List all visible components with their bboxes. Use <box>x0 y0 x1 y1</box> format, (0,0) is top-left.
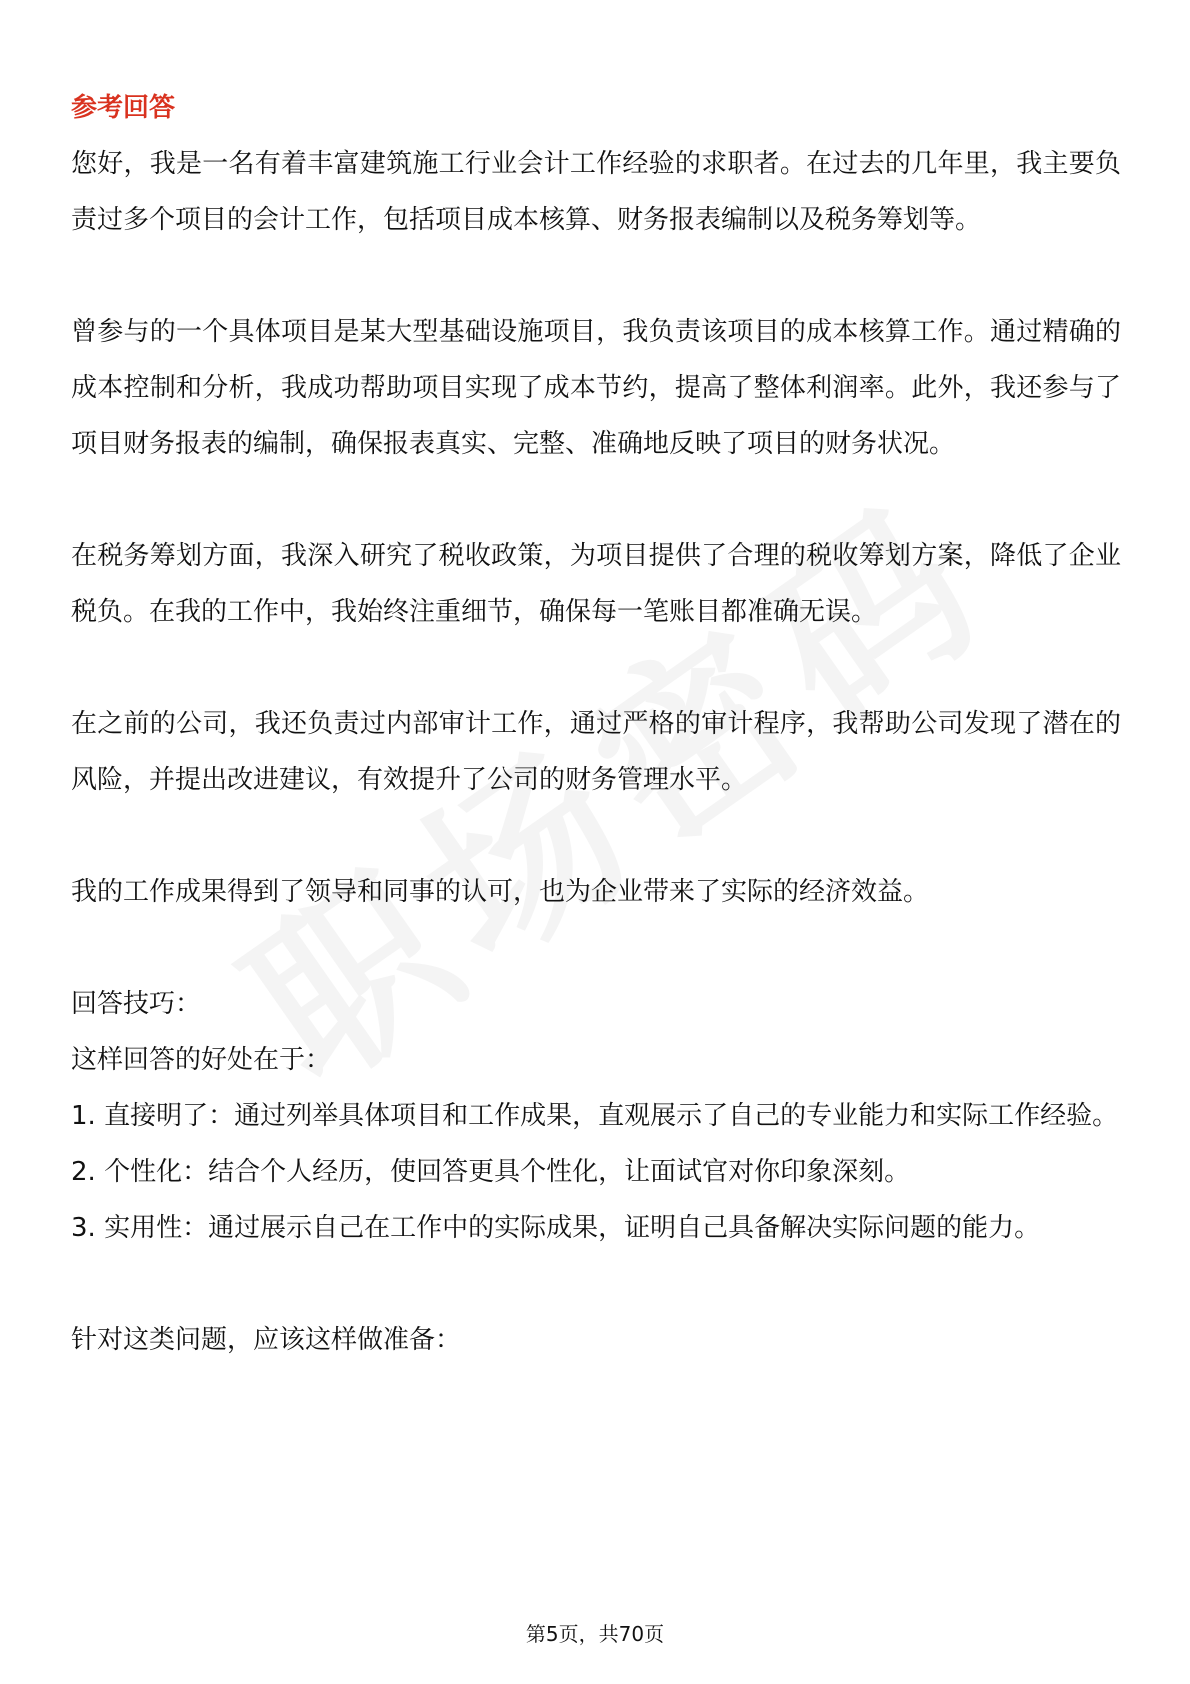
tips-intro: 这样回答的好处在于： <box>71 1045 332 1075</box>
paragraph-gap <box>71 808 1121 864</box>
answer-paragraph-1: 您好，我是一名有着丰富建筑施工行业会计工作经验的求职者。在过去的几年里，我主要负责过多个项目的会计工作，包括项目成本核算、财务报表编制以及税务筹划等。 <box>71 149 1121 235</box>
section-heading: 参考回答 <box>71 93 176 123</box>
answer-paragraph-2: 曾参与的一个具体项目是某大型基础设施项目，我负责该项目的成本核算工作。通过精确的成本控制和分析，我成功帮助项目实现了成本节约，提高了整体利润率。此外，我还参与了项目财务报表的编制，确保报表真实、完整、准确地反映了项目的财务状况。 <box>71 317 1121 459</box>
paragraph-gap <box>71 472 1121 528</box>
page-number: 第5页，共70页 <box>525 1622 665 1646</box>
paragraph-gap <box>71 1256 1121 1312</box>
answer-paragraph-4: 在之前的公司，我还负责过内部审计工作，通过严格的审计程序，我帮助公司发现了潜在的风险，并提出改进建议，有效提升了公司的财务管理水平。 <box>71 709 1121 795</box>
tips-title: 回答技巧： <box>71 989 202 1019</box>
paragraph-gap <box>71 920 1121 976</box>
preparation-title: 针对这类问题，应该这样做准备： <box>71 1325 462 1355</box>
paragraph-gap <box>71 640 1121 696</box>
answer-paragraph-5: 我的工作成果得到了领导和同事的认可，也为企业带来了实际的经济效益。 <box>71 877 930 907</box>
paragraph-gap <box>71 248 1121 304</box>
answer-paragraph-3: 在税务筹划方面，我深入研究了税收政策，为项目提供了合理的税收筹划方案，降低了企业税负。在我的工作中，我始终注重细节，确保每一笔账目都准确无误。 <box>71 541 1121 627</box>
tips-item-2: 2. 个性化：结合个人经历，使回答更具个性化，让面试官对你印象深刻。 <box>71 1157 911 1187</box>
tips-item-1: 1. 直接明了：通过列举具体项目和工作成果，直观展示了自己的专业能力和实际工作经验。 <box>71 1101 1119 1131</box>
document-content <box>71 80 1121 1368</box>
tips-item-3: 3. 实用性：通过展示自己在工作中的实际成果，证明自己具备解决实际问题的能力。 <box>71 1213 1041 1243</box>
